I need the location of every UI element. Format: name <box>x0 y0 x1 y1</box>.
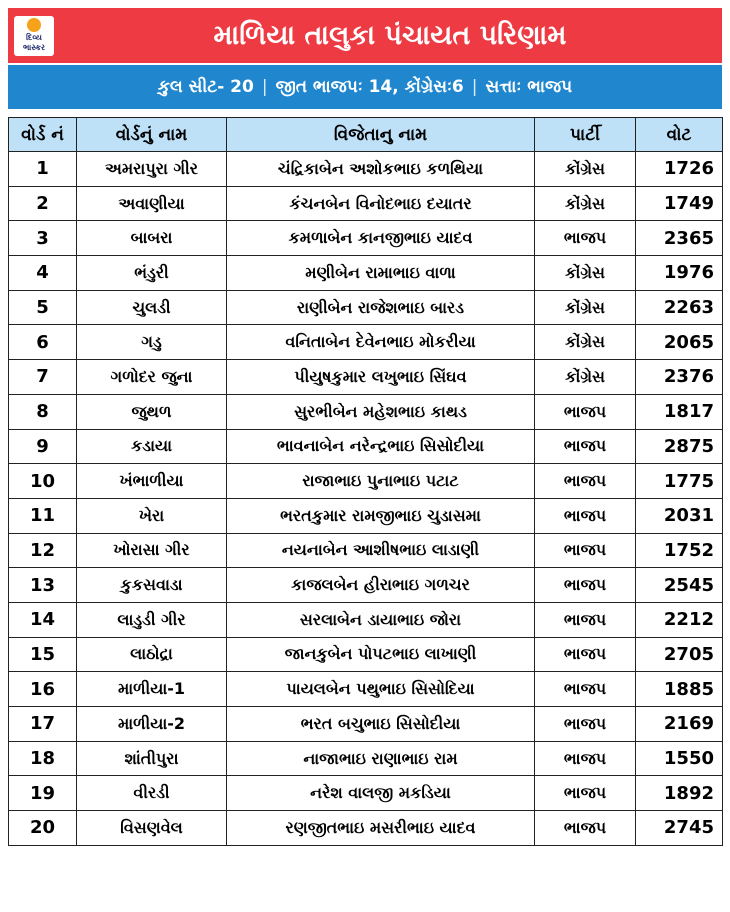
party-cell: ભાજપ <box>535 672 636 707</box>
winner-name-cell: સરલાબેન ડાયાભાઇ જોરા <box>227 602 535 637</box>
ward-name-cell: ભંડુરી <box>77 256 227 291</box>
votes-cell: 2031 <box>636 498 723 533</box>
ward-no-cell: 7 <box>9 360 77 395</box>
votes-cell: 1885 <box>636 672 723 707</box>
winner-name-cell: મણીબેન રામાભાઇ વાળા <box>227 256 535 291</box>
party-cell: ભાજપ <box>535 568 636 603</box>
table-row <box>9 394 723 429</box>
logo-line2: ભાસ્કર <box>22 43 46 52</box>
total-seats: કુલ સીટ- 20 <box>157 77 254 97</box>
party-cell: ભાજપ <box>535 602 636 637</box>
ward-no-cell: 14 <box>9 602 77 637</box>
winner-name-cell: રણજીતભાઇ મસરીભાઇ યાદવ <box>227 811 535 846</box>
table-row <box>9 741 723 776</box>
ward-name-cell: બાબરા <box>77 221 227 256</box>
col-ward-no: વોર્ડ નં <box>9 118 77 152</box>
ward-name-cell: ગળોદર જુના <box>77 360 227 395</box>
winner-name-cell: નાજાભાઇ રાણાભાઇ રામ <box>227 741 535 776</box>
table-row <box>9 290 723 325</box>
votes-cell: 1550 <box>636 741 723 776</box>
ward-name-cell: ગડુ <box>77 325 227 360</box>
ward-no-cell: 11 <box>9 498 77 533</box>
table-row <box>9 672 723 707</box>
ward-no-cell: 13 <box>9 568 77 603</box>
ward-name-cell: જુથળ <box>77 394 227 429</box>
logo-line1: દિવ્ય <box>26 33 42 42</box>
ward-no-cell: 17 <box>9 707 77 742</box>
ward-no-cell: 20 <box>9 811 77 846</box>
votes-cell: 2065 <box>636 325 723 360</box>
ward-name-cell: માળીયા-1 <box>77 672 227 707</box>
winner-name-cell: રાણીબેન રાજેશભાઇ બારડ <box>227 290 535 325</box>
winner-name-cell: પાયલબેન પથુભાઇ સિસોદિયા <box>227 672 535 707</box>
separator: | <box>261 77 268 97</box>
party-cell: ભાજપ <box>535 498 636 533</box>
winner-name-cell: ભરતકુમાર રામજીભાઇ ચુડાસમા <box>227 498 535 533</box>
ward-no-cell: 16 <box>9 672 77 707</box>
ward-no-cell: 12 <box>9 533 77 568</box>
votes-cell: 2263 <box>636 290 723 325</box>
votes-cell: 1976 <box>636 256 723 291</box>
winner-name-cell: ભાવનાબેન નરેન્દ્રભાઇ સિસોદીયા <box>227 429 535 464</box>
votes-cell: 2745 <box>636 811 723 846</box>
votes-cell: 1749 <box>636 186 723 221</box>
party-cell: ભાજપ <box>535 811 636 846</box>
votes-cell: 2545 <box>636 568 723 603</box>
table-row <box>9 152 723 187</box>
ward-name-cell: અમરાપુરા ગીર <box>77 152 227 187</box>
ward-no-cell: 3 <box>9 221 77 256</box>
party-cell: ભાજપ <box>535 429 636 464</box>
table-row <box>9 221 723 256</box>
party-cell: ભાજપ <box>535 221 636 256</box>
winner-name-cell: ભરત બચુભાઇ સિસોદીયા <box>227 707 535 742</box>
votes-cell: 2365 <box>636 221 723 256</box>
ward-name-cell: ખોરાસા ગીર <box>77 533 227 568</box>
table-row <box>9 464 723 499</box>
party-cell: કોંગ્રેસ <box>535 325 636 360</box>
winner-name-cell: નરેશ વાલજી મકડિયા <box>227 776 535 811</box>
title-bar <box>8 8 722 63</box>
ward-name-cell: કુકસવાડા <box>77 568 227 603</box>
party-cell: કોંગ્રેસ <box>535 290 636 325</box>
votes-cell: 2169 <box>636 707 723 742</box>
ward-no-cell: 5 <box>9 290 77 325</box>
ward-name-cell: અવાણીયા <box>77 186 227 221</box>
ward-name-cell: વીરડી <box>77 776 227 811</box>
col-party: પાર્ટી <box>535 118 636 152</box>
col-ward-name: વોર્ડનું નામ <box>77 118 227 152</box>
party-cell: કોંગ્રેસ <box>535 152 636 187</box>
votes-cell: 1817 <box>636 394 723 429</box>
ward-name-cell: લાડુડી ગીર <box>77 602 227 637</box>
votes-cell: 1892 <box>636 776 723 811</box>
winner-name-cell: જાનકુબેન પોપટભાઇ લાખાણી <box>227 637 535 672</box>
table-row <box>9 602 723 637</box>
winner-name-cell: નયનાબેન આશીષભાઇ લાડાણી <box>227 533 535 568</box>
separator: | <box>471 77 478 97</box>
party-cell: ભાજપ <box>535 464 636 499</box>
winner-name-cell: કંચનબેન વિનોદભાઇ દયાતર <box>227 186 535 221</box>
ward-no-cell: 6 <box>9 325 77 360</box>
winner-name-cell: સુરભીબેન મહેશભાઇ કાથડ <box>227 394 535 429</box>
ward-name-cell: કડાયા <box>77 429 227 464</box>
votes-cell: 1775 <box>636 464 723 499</box>
party-cell: કોંગ્રેસ <box>535 256 636 291</box>
ward-no-cell: 8 <box>9 394 77 429</box>
party-cell: ભાજપ <box>535 707 636 742</box>
votes-cell: 2376 <box>636 360 723 395</box>
col-winner-name: વિજેતાનુ નામ <box>227 118 535 152</box>
votes-cell: 1752 <box>636 533 723 568</box>
ward-no-cell: 19 <box>9 776 77 811</box>
ward-no-cell: 2 <box>9 186 77 221</box>
party-cell: ભાજપ <box>535 394 636 429</box>
col-votes: વોટ <box>636 118 723 152</box>
winner-name-cell: રાજાભાઇ પુનાભાઇ પટાટ <box>227 464 535 499</box>
ward-no-cell: 4 <box>9 256 77 291</box>
winner-name-cell: કાજલબેન હીરાભાઇ ગળચર <box>227 568 535 603</box>
table-row <box>9 533 723 568</box>
ward-name-cell: વિસણવેલ <box>77 811 227 846</box>
votes-cell: 2875 <box>636 429 723 464</box>
ruling-party: સત્તાઃ ભાજપ <box>485 77 573 97</box>
ward-name-cell: લાઠોદ્રા <box>77 637 227 672</box>
divya-bhaskar-logo <box>14 16 54 56</box>
votes-cell: 2705 <box>636 637 723 672</box>
sun-icon <box>27 18 41 32</box>
ward-no-cell: 10 <box>9 464 77 499</box>
party-cell: ભાજપ <box>535 637 636 672</box>
summary-bar <box>8 65 722 109</box>
ward-no-cell: 9 <box>9 429 77 464</box>
winner-name-cell: વનિતાબેન દેવેનભાઇ મોકરીયા <box>227 325 535 360</box>
table-row <box>9 186 723 221</box>
ward-name-cell: ખંભાળીયા <box>77 464 227 499</box>
party-cell: ભાજપ <box>535 741 636 776</box>
table-header-row <box>9 118 723 152</box>
votes-cell: 1726 <box>636 152 723 187</box>
page-title: માળિયા તાલુકા પંચાયત પરિણામ <box>213 20 567 51</box>
table-row <box>9 707 723 742</box>
ward-name-cell: શાંતીપુરા <box>77 741 227 776</box>
table-row <box>9 811 723 846</box>
ward-name-cell: ચુલડી <box>77 290 227 325</box>
votes-cell: 2212 <box>636 602 723 637</box>
winner-name-cell: ચંદ્રિકાબેન અશોકભાઇ કળથિયા <box>227 152 535 187</box>
seats-won: જીત ભાજપઃ 14, કોંગ્રેસઃ6 <box>275 77 464 97</box>
party-cell: કોંગ્રેસ <box>535 186 636 221</box>
ward-no-cell: 18 <box>9 741 77 776</box>
table-row <box>9 498 723 533</box>
party-cell: ભાજપ <box>535 776 636 811</box>
winner-name-cell: પીયુષકુમાર લખુભાઇ સિંઘવ <box>227 360 535 395</box>
ward-name-cell: માળીયા-2 <box>77 707 227 742</box>
party-cell: ભાજપ <box>535 533 636 568</box>
winner-name-cell: કમળાબેન કાનજીભાઇ યાદવ <box>227 221 535 256</box>
party-cell: કોંગ્રેસ <box>535 360 636 395</box>
ward-no-cell: 15 <box>9 637 77 672</box>
ward-name-cell: ખેરા <box>77 498 227 533</box>
ward-no-cell: 1 <box>9 152 77 187</box>
results-table <box>8 117 723 846</box>
table-row <box>9 360 723 395</box>
table-row <box>9 568 723 603</box>
table-row <box>9 325 723 360</box>
table-row <box>9 256 723 291</box>
table-row <box>9 429 723 464</box>
table-row <box>9 776 723 811</box>
table-row <box>9 637 723 672</box>
